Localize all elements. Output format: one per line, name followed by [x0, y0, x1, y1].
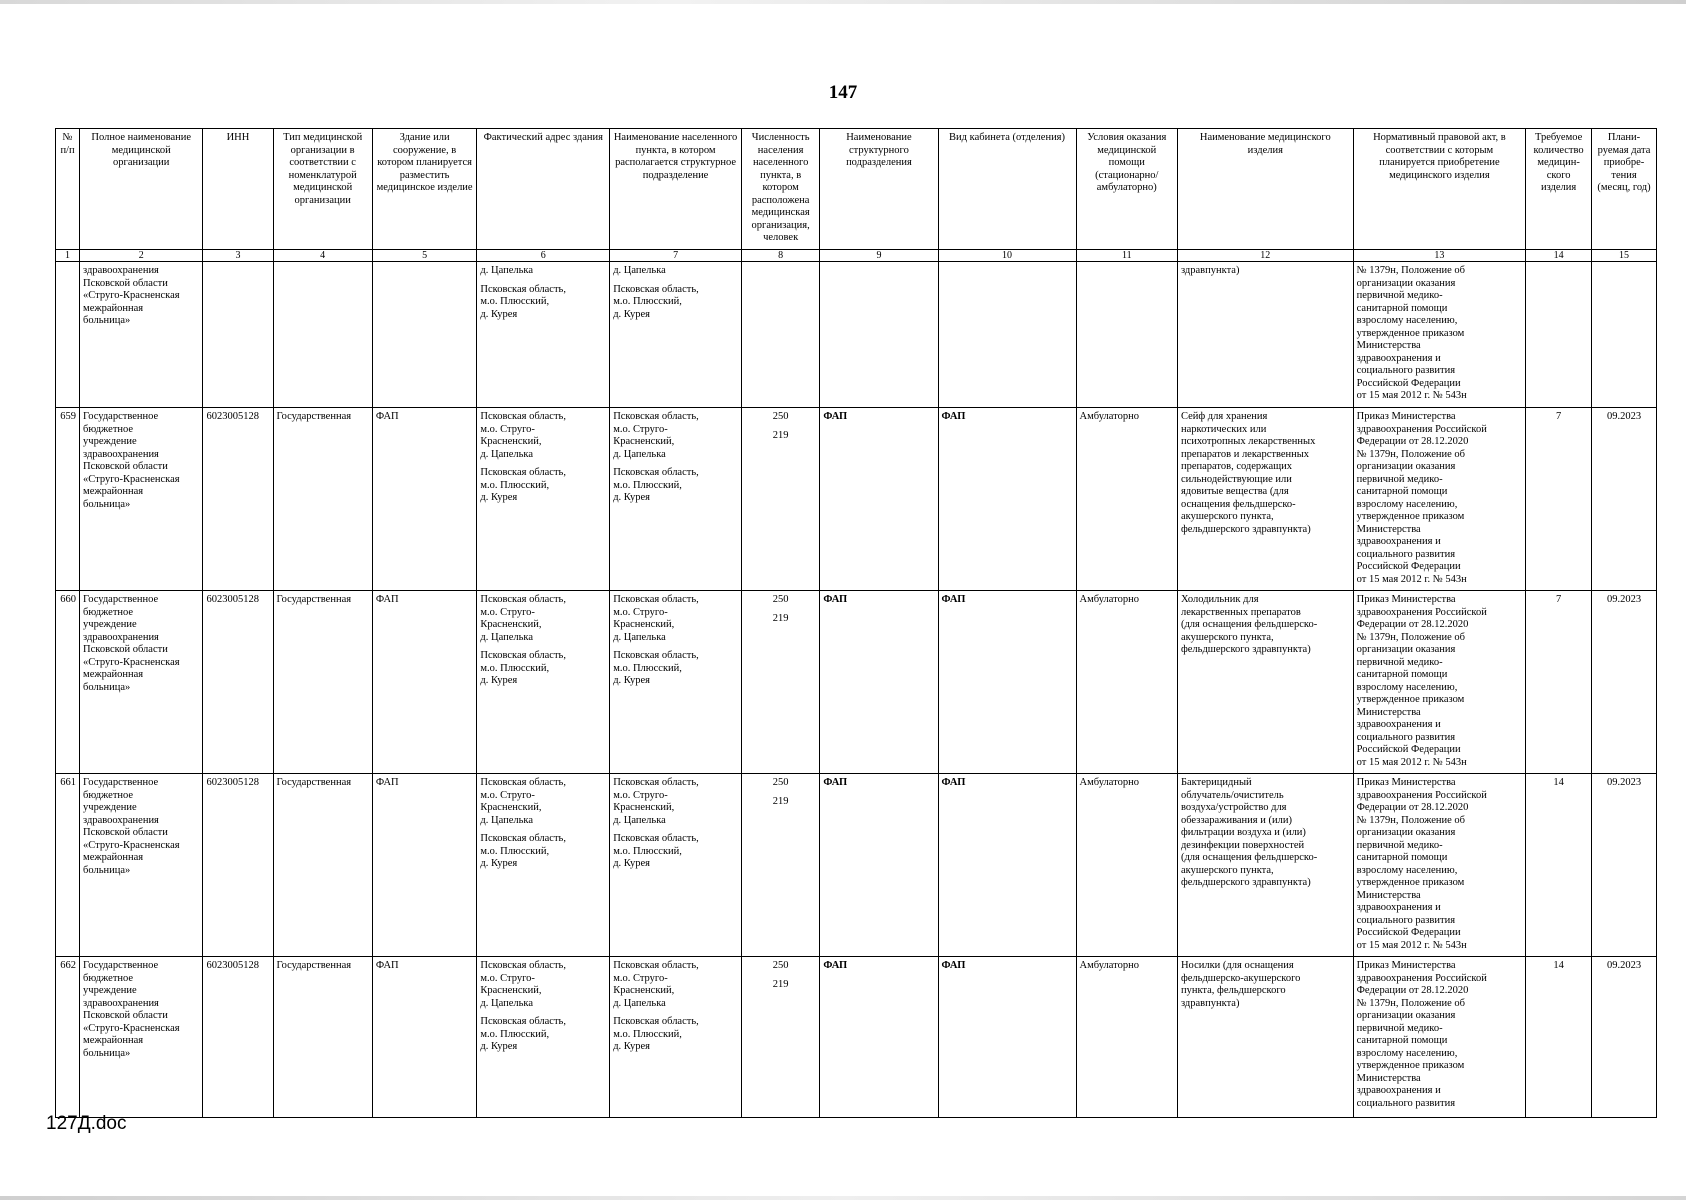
table-row: [56, 591, 1657, 774]
column-number: 8: [741, 250, 819, 262]
column-number: 7: [610, 250, 742, 262]
building-cell: ФАП: [372, 774, 477, 957]
unit-cell: ФАП: [820, 774, 938, 957]
org-type-cell: Государственная: [273, 408, 372, 591]
column-number: 3: [203, 250, 273, 262]
legal-act-cell: Приказ Министерства здравоохранения Российской Федерации от 28.12.2020 № 1379н, Положение об организации оказания первичной медико- санитарной помощи взрослому населению, утвержденное приказом Министерства здравоохранения и социального развития Российской Федерации от 15 мая 2012 г. № 543н: [1353, 408, 1526, 591]
settlement-cell: Псковская область, м.о. Струго- Красненский, д. Цапелька Псковская область, м.о. Плюсский, д. Курея: [610, 591, 742, 774]
address-cell: д. Цапелька Псковская область, м.о. Плюсский, д. Курея: [477, 262, 610, 408]
address-cell: Псковская область, м.о. Струго- Красненский, д. Цапелька Псковская область, м.о. Плюсский, д. Курея: [477, 957, 610, 1118]
address-cell: Псковская область, м.о. Струго- Красненский, д. Цапелька Псковская область, м.о. Плюсский, д. Курея: [477, 408, 610, 591]
header-cell: Тип медицинской организации в соответствии с номенклатурой медицинской организации: [273, 129, 372, 250]
cabinet-cell: ФАП: [938, 591, 1076, 774]
cabinet-cell: ФАП: [938, 774, 1076, 957]
date-cell: 09.2023: [1592, 591, 1657, 774]
building-cell: ФАП: [372, 957, 477, 1118]
population-cell: 250 219: [741, 591, 819, 774]
column-number: 13: [1353, 250, 1526, 262]
quantity-cell: 7: [1526, 408, 1592, 591]
equipment-register-table: [55, 128, 1657, 1118]
inn-cell: 6023005128: [203, 408, 273, 591]
header-cell: Численность населения населенного пункта, в котором расположена медицинская организация, человек: [741, 129, 819, 250]
population-cell: 250 219: [741, 957, 819, 1118]
settlement-cell: Псковская область, м.о. Струго- Красненский, д. Цапелька Псковская область, м.о. Плюсский, д. Курея: [610, 774, 742, 957]
column-number: 1: [56, 250, 80, 262]
inn-cell: 6023005128: [203, 591, 273, 774]
org-type-cell: Государственная: [273, 957, 372, 1118]
date-cell: 09.2023: [1592, 957, 1657, 1118]
date-cell: 09.2023: [1592, 774, 1657, 957]
scan-edge-bottom: [0, 1196, 1686, 1200]
legal-act-cell: Приказ Министерства здравоохранения Российской Федерации от 28.12.2020 № 1379н, Положение об организации оказания первичной медико- санитарной помощи взрослому населению, утвержденное приказом Министерства здравоохранения и социального развития Российской Федерации от 15 мая 2012 г. № 543н: [1353, 591, 1526, 774]
legal-act-cell: Приказ Министерства здравоохранения Российской Федерации от 28.12.2020 № 1379н, Положение об организации оказания первичной медико- санитарной помощи взрослому населению, утвержденное приказом Министерства здравоохранения и социального развития: [1353, 957, 1526, 1118]
device-name-cell: здравпункта): [1177, 262, 1353, 408]
org-name-cell: Государственное бюджетное учреждение здравоохранения Псковской области «Струго-Красненская межрайонная больница»: [80, 591, 203, 774]
table-row-continuation: [56, 262, 1657, 408]
row-number: 659: [56, 408, 80, 591]
column-number: 2: [80, 250, 203, 262]
document-filename: 127Д.doc: [46, 1113, 127, 1134]
org-type-cell: Государственная: [273, 591, 372, 774]
conditions-cell: Амбулаторно: [1076, 408, 1177, 591]
device-name-cell: Носилки (для оснащения фельдшерско-акушерского пункта, фельдшерского здравпункта): [1177, 957, 1353, 1118]
conditions-cell: Амбулаторно: [1076, 774, 1177, 957]
settlement-cell: Псковская область, м.о. Струго- Красненский, д. Цапелька Псковская область, м.о. Плюсский, д. Курея: [610, 408, 742, 591]
header-cell: Вид кабинета (отделения): [938, 129, 1076, 250]
quantity-cell: 14: [1526, 957, 1592, 1118]
column-number: 10: [938, 250, 1076, 262]
conditions-cell: Амбулаторно: [1076, 957, 1177, 1118]
settlement-cell: Псковская область, м.о. Струго- Красненский, д. Цапелька Псковская область, м.о. Плюсский, д. Курея: [610, 957, 742, 1118]
org-name-cell: Государственное бюджетное учреждение здравоохранения Псковской области «Струго-Красненская межрайонная больница»: [80, 408, 203, 591]
date-cell: 09.2023: [1592, 408, 1657, 591]
cabinet-cell: ФАП: [938, 408, 1076, 591]
org-type-cell: Государственная: [273, 774, 372, 957]
column-number: 12: [1177, 250, 1353, 262]
inn-cell: 6023005128: [203, 774, 273, 957]
inn-cell: 6023005128: [203, 957, 273, 1118]
column-number: 4: [273, 250, 372, 262]
legal-act-cell: № 1379н, Положение об организации оказания первичной медико- санитарной помощи взрослому населению, утвержденное приказом Министерства здравоохранения и социального развития Российской Федерации от 15 мая 2012 г. № 543н: [1353, 262, 1526, 408]
row-number: 661: [56, 774, 80, 957]
header-cell: Полное наименование медицинской организации: [80, 129, 203, 250]
building-cell: ФАП: [372, 591, 477, 774]
header-cell: Требуемое количество медицин-ского изделия: [1526, 129, 1592, 250]
row-number: 660: [56, 591, 80, 774]
header-cell: Наименование структурного подразделения: [820, 129, 938, 250]
header-cell: Плани-руемая дата приобре-тения (месяц, год): [1592, 129, 1657, 250]
header-cell: Фактический адрес здания: [477, 129, 610, 250]
quantity-cell: 14: [1526, 774, 1592, 957]
quantity-cell: 7: [1526, 591, 1592, 774]
header-cell: ИНН: [203, 129, 273, 250]
org-name-cell: Государственное бюджетное учреждение здравоохранения Псковской области «Струго-Красненская межрайонная больница»: [80, 957, 203, 1118]
building-cell: ФАП: [372, 408, 477, 591]
column-number: 6: [477, 250, 610, 262]
unit-cell: ФАП: [820, 408, 938, 591]
device-name-cell: Холодильник для лекарственных препаратов (для оснащения фельдшерско- акушерского пункта, фельдшерского здравпункта): [1177, 591, 1353, 774]
header-cell: Наименование населенного пункта, в котором располагается структурное подразделение: [610, 129, 742, 250]
column-number: 15: [1592, 250, 1657, 262]
row-number: 662: [56, 957, 80, 1118]
column-number: 9: [820, 250, 938, 262]
org-name-cell: Государственное бюджетное учреждение здравоохранения Псковской области «Струго-Красненская межрайонная больница»: [80, 774, 203, 957]
address-cell: Псковская область, м.о. Струго- Красненский, д. Цапелька Псковская область, м.о. Плюсский, д. Курея: [477, 591, 610, 774]
header-cell: Наименование медицинского изделия: [1177, 129, 1353, 250]
table-row: [56, 774, 1657, 957]
org-name-cell: здравоохранения Псковской области «Струго-Красненская межрайонная больница»: [80, 262, 203, 408]
address-cell: Псковская область, м.о. Струго- Красненский, д. Цапелька Псковская область, м.о. Плюсский, д. Курея: [477, 774, 610, 957]
unit-cell: ФАП: [820, 591, 938, 774]
cabinet-cell: ФАП: [938, 957, 1076, 1118]
header-cell: Здание или сооружение, в котором планируется разместить медицинское изделие: [372, 129, 477, 250]
header-cell: Условия оказания медицинской помощи (стационарно/ амбулаторно): [1076, 129, 1177, 250]
header-cell: № п/п: [56, 129, 80, 250]
conditions-cell: Амбулаторно: [1076, 591, 1177, 774]
column-number: 11: [1076, 250, 1177, 262]
device-name-cell: Бактерицидный облучатель/очиститель воздуха/устройство для обеззараживания и (или) фильтрации воздуха и (или) дезинфекции поверхностей (для оснащения фельдшерско- акушерского пункта, фельдшерского здравпункта): [1177, 774, 1353, 957]
column-number: 14: [1526, 250, 1592, 262]
column-number: 5: [372, 250, 477, 262]
scan-edge-top: [0, 0, 1686, 4]
population-cell: 250 219: [741, 408, 819, 591]
table-row: [56, 408, 1657, 591]
table-row: [56, 957, 1657, 1118]
page-number: 147: [828, 82, 858, 103]
header-cell: Нормативный правовой акт, в соответствии с которым планируется приобретение медицинского изделия: [1353, 129, 1526, 250]
unit-cell: ФАП: [820, 957, 938, 1118]
settlement-cell: д. Цапелька Псковская область, м.о. Плюсский, д. Курея: [610, 262, 742, 408]
device-name-cell: Сейф для хранения наркотических или психотропных лекарственных препаратов и лекарственных препаратов, содержащих сильнодействующие или ядовитые вещества (для оснащения фельдшерско- акушерского пункта, фельдшерского здравпункта): [1177, 408, 1353, 591]
legal-act-cell: Приказ Министерства здравоохранения Российской Федерации от 28.12.2020 № 1379н, Положение об организации оказания первичной медико- санитарной помощи взрослому населению, утвержденное приказом Министерства здравоохранения и социального развития Российской Федерации от 15 мая 2012 г. № 543н: [1353, 774, 1526, 957]
population-cell: 250 219: [741, 774, 819, 957]
